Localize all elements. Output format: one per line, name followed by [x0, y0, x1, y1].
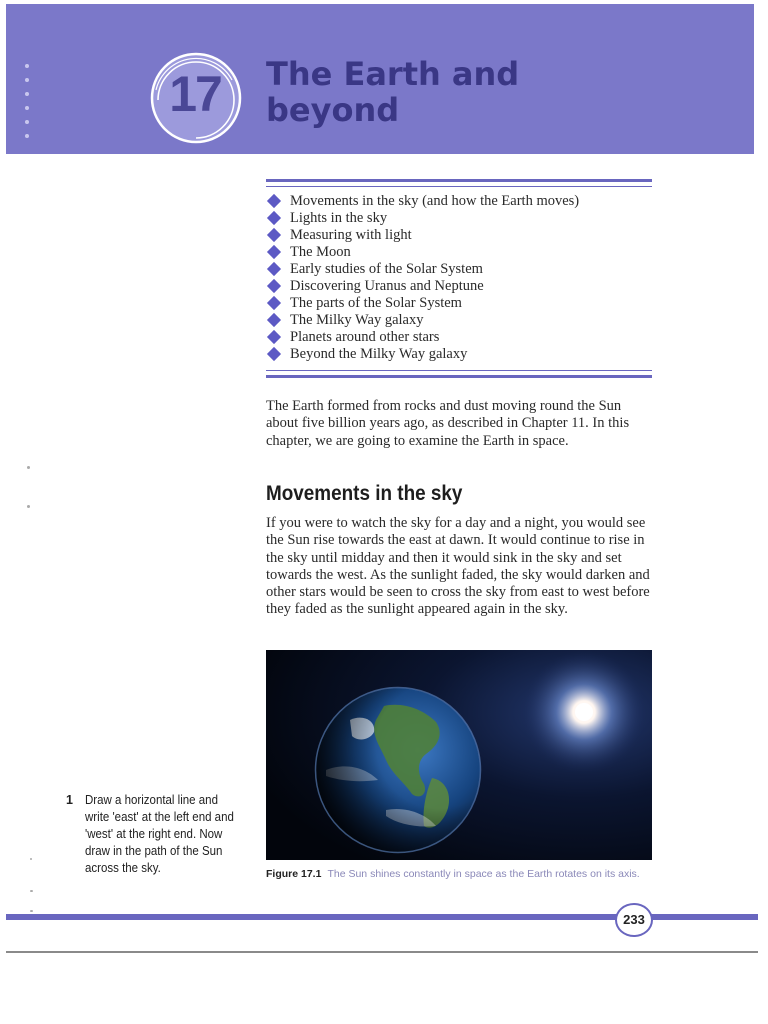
diamond-bullet-icon	[267, 245, 281, 259]
chapter-title-line-1: The Earth and	[266, 55, 520, 93]
binding-marks	[22, 64, 34, 144]
figure-caption-text: The Sun shines constantly in space as the Earth rotates on its axis.	[327, 868, 640, 880]
chapter-title-line-2: beyond	[266, 91, 400, 129]
margin-question	[66, 792, 256, 877]
toc-top-rule-thin	[266, 186, 652, 187]
intro-paragraph: The Earth formed from rocks and dust moving round the Sun about five billion years ago, as described in Chapter 11. In this chapter, we are going to examine the Earth in space.	[266, 398, 630, 449]
toc-item	[266, 346, 579, 363]
diamond-bullet-icon	[267, 313, 281, 327]
question-number: 1	[66, 793, 73, 807]
figure-label: Figure 17.1	[266, 868, 322, 880]
toc-item-label: Early studies of the Solar System	[290, 261, 483, 277]
scan-dot	[27, 466, 30, 469]
toc-item	[266, 329, 579, 346]
diamond-bullet-icon	[267, 211, 281, 225]
diamond-bullet-icon	[267, 194, 281, 208]
diamond-bullet-icon	[267, 262, 281, 276]
toc-item-label: Discovering Uranus and Neptune	[290, 278, 484, 294]
scan-dot	[30, 858, 32, 860]
toc-item	[266, 278, 579, 295]
figure-caption	[266, 868, 686, 880]
chapter-number: 17	[169, 66, 221, 122]
toc-item	[266, 193, 579, 210]
toc-item-label: Beyond the Milky Way galaxy	[290, 346, 468, 362]
toc-item-label: The parts of the Solar System	[290, 295, 462, 311]
toc-item	[266, 261, 579, 278]
page-number: 233	[615, 903, 653, 937]
toc-item	[266, 295, 579, 312]
toc-item-label: Movements in the sky (and how the Earth moves)	[290, 193, 580, 209]
footer-rule	[6, 951, 758, 953]
toc-item	[266, 312, 579, 329]
toc-item	[266, 227, 579, 244]
section-heading: Movements in the sky	[266, 482, 463, 505]
diamond-bullet-icon	[267, 347, 281, 361]
chapter-title	[266, 56, 706, 128]
toc-item-label: Planets around other stars	[290, 329, 440, 345]
toc-item	[266, 244, 579, 261]
toc-item-label: The Milky Way galaxy	[290, 312, 424, 328]
scan-dot	[27, 505, 30, 508]
scan-dot	[30, 890, 33, 892]
diamond-bullet-icon	[267, 296, 281, 310]
question-text: Draw a horizontal line and write 'east' at the left end and 'west' at the right end. Now draw in the path of the Sun across the sky.	[85, 793, 234, 875]
toc-bottom-rule	[266, 375, 652, 378]
diamond-bullet-icon	[267, 228, 281, 242]
diamond-bullet-icon	[267, 279, 281, 293]
chapter-contents-list	[266, 193, 579, 363]
section-body-paragraph: If you were to watch the sky for a day and a night, you would see the Sun rise towards the east at dawn. It would continue to rise in the sky until midday and then it would sink in the sky and set towards the west. As the sunlight faded, the sky would darken and other stars would be seen to cross the sky from east to west before they faded as the sunlight appeared again in the sky.	[266, 515, 650, 618]
toc-top-rule	[266, 179, 652, 182]
toc-item-label: Lights in the sky	[290, 210, 388, 226]
toc-item-label: Measuring with light	[290, 227, 412, 243]
toc-item	[266, 210, 579, 227]
scan-dot	[30, 910, 33, 912]
toc-bottom-rule-thin	[266, 370, 652, 371]
earth-and-sun-photo	[266, 650, 652, 860]
diamond-bullet-icon	[267, 330, 281, 344]
toc-item-label: The Moon	[290, 244, 351, 260]
